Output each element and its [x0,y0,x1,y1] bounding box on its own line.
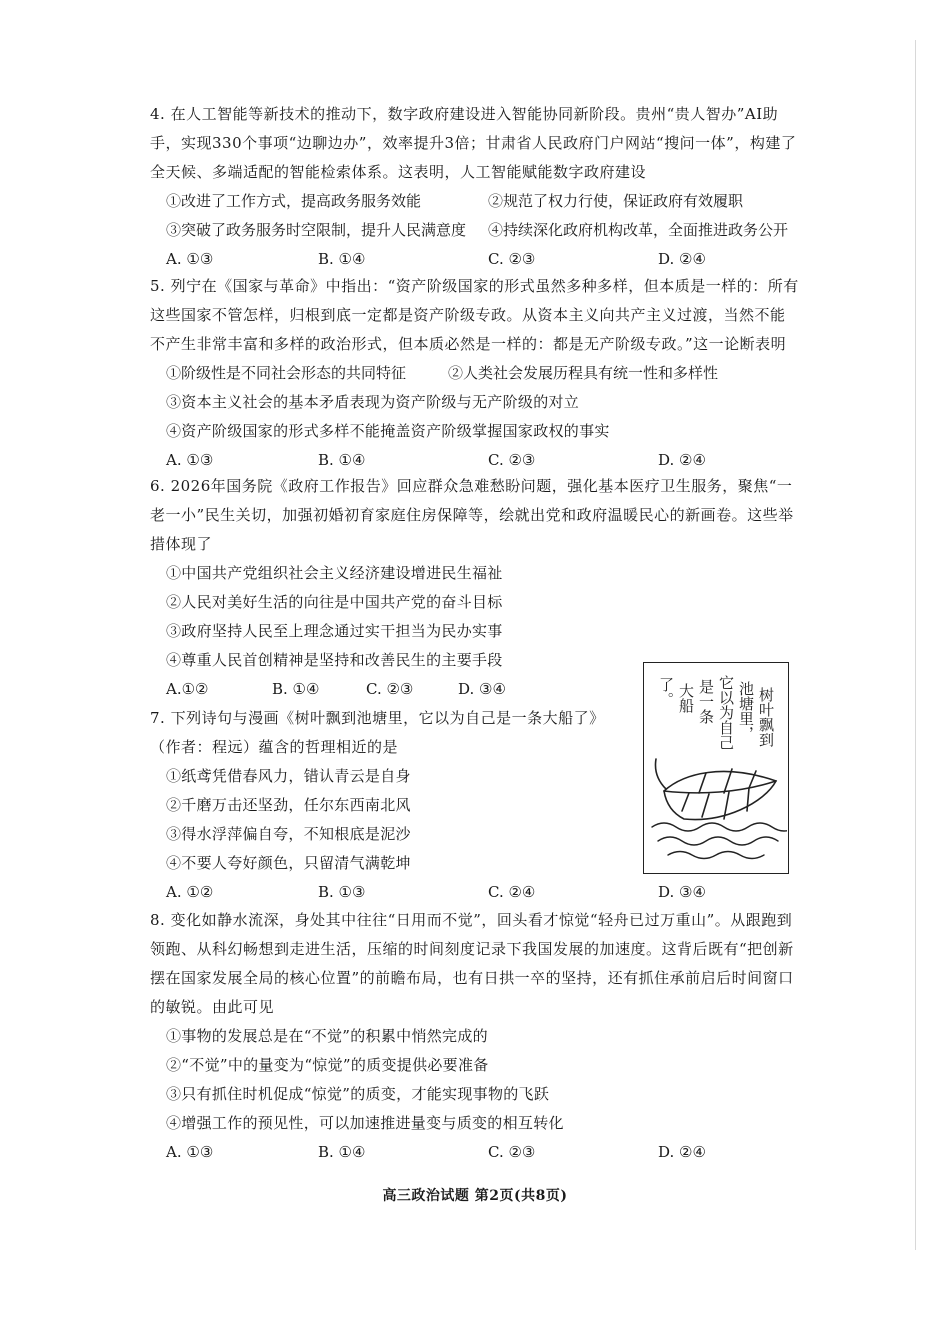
question-5-option-1: ①阶级性是不同社会形态的共同特征 [166,364,407,382]
question-7-stem: 7. 下列诗句与漫画《树叶飘到池塘里，它以为自己是一条大船了》（作者：程远）蕴含的哲理相近的是 [150,709,605,756]
cartoon-leaf-in-pond [643,662,789,874]
answer-b: B. ①③ [318,883,366,901]
answer-d: D. ②④ [658,1143,706,1161]
answer-b: B. ①④ [318,1143,366,1161]
question-5-answers [150,446,800,475]
question-7-option-4: ④不要人夸好颜色，只留清气满乾坤 [166,854,411,872]
answer-d: D. ③④ [658,883,706,901]
question-5-option-2: ②人类社会发展历程具有统一性和多样性 [448,364,719,382]
question-4-answers [150,245,800,274]
question-6-stem: 6. 2026年国务院《政府工作报告》回应群众急难愁盼问题，强化基本医疗卫生服务，聚焦“一老一小”民生关切，加强初婚初育家庭住房保障等，绘就出党和政府温暖民心的新画卷。这些举措体现了 [150,477,794,553]
answer-b: B. ①④ [318,250,366,268]
answer-d: D. ②④ [658,451,706,469]
leaf-icon [655,759,776,820]
question-8-option-1: ①事物的发展总是在“不觉”的积累中悄然完成的 [166,1027,488,1045]
question-5-options-row-1 [150,359,800,388]
question-8-option-3: ③只有抓住时机促成“惊觉”的质变，才能实现事物的飞跃 [166,1085,550,1103]
answer-a: A. ①② [166,883,214,901]
cartoon-text-col-2: 池塘里， [737,681,755,741]
question-7-option-2: ②千磨万击还坚劲，任尔东西南北风 [166,796,411,814]
question-8-option-2: ②“不觉”中的量变为“惊觉”的质变提供必要准备 [166,1056,489,1074]
cartoon-text-col-5: 大船 [677,683,695,713]
answer-c: C. ②④ [488,883,536,901]
cartoon-text-col-1: 树叶飘到 [757,687,775,747]
answer-a: A. ①③ [166,451,214,469]
question-4 [150,100,800,274]
question-8-stem: 8. 变化如静水流深，身处其中往往“日用而不觉”，回头看才惊觉“轻舟已过万重山”。从跟跑到领跑、从科幻畅想到走进生活，压缩的时间刻度记录下我国发展的加速度。这背后既有“把创新摆在国家发展全局的核心位置”的前瞻布局，也有日拱一卒的坚持，还有抓住承前启后时间窗口的敏锐。由此可见 [150,911,794,1016]
question-4-options-row-1 [150,187,800,216]
answer-c: C. ②③ [488,1143,536,1161]
question-7-answers [150,878,800,907]
answer-d: D. ②④ [658,250,706,268]
question-8-option-4: ④增强工作的预见性，可以加速推进量变与质变的相互转化 [166,1114,564,1132]
answer-c: C. ②③ [488,451,536,469]
question-6-option-1: ①中国共产党组织社会主义经济建设增进民生福祉 [166,564,503,582]
answer-a: A. ①③ [166,250,214,268]
page-edge-line [915,40,916,1250]
cartoon-text-col-6: 了。 [657,677,675,707]
cartoon-text-col-4: 是一条 [697,679,715,724]
question-5-stem: 5. 列宁在《国家与革命》中指出：“资产阶级国家的形式虽然多种多样，但本质是一样的：所有这些国家不管怎样，归根到底一定都是资产阶级专政。从资本主义向共产主义过渡，当然不能不产生非常丰富和多样的政治形式，但本质必然是一样的：都是无产阶级专政。”这一论断表明 [150,277,799,353]
answer-b: B. ①④ [318,451,366,469]
question-5-option-4: ④资产阶级国家的形式多样不能掩盖资产阶级掌握国家政权的事实 [166,422,610,440]
question-6-option-4: ④尊重人民首创精神是坚持和改善民生的主要手段 [166,651,503,669]
cartoon-drawing [644,663,787,872]
water-waves-icon [652,823,787,859]
answer-a: A. ①③ [166,1143,214,1161]
page-footer: 高三政治试题 第2页(共8页) [382,1188,568,1204]
answer-b: B. ①④ [272,680,320,698]
question-4-options-row-2 [150,216,800,245]
question-6-option-2: ②人民对美好生活的向往是中国共产党的奋斗目标 [166,593,503,611]
question-7-option-3: ③得水浮萍偏自夸，不知根底是泥沙 [166,825,411,843]
question-5-option-3: ③资本主义社会的基本矛盾表现为资产阶级与无产阶级的对立 [166,393,580,411]
question-4-option-1: ①改进了工作方式，提高政务服务效能 [166,192,422,210]
answer-d: D. ③④ [458,680,506,698]
answer-a: A.①② [166,680,209,698]
question-4-stem: 4. 在人工智能等新技术的推动下，数字政府建设进入智能协同新阶段。贵州“贵人智办”AI助手，实现330个事项“边聊边办”，效率提升3倍；甘肃省人民政府门户网站“搜问一体”，构建了全天候、多端适配的智能检索体系。这表明，人工智能赋能数字政府建设 [150,105,797,181]
question-4-option-3: ③突破了政务服务时空限制，提升人民满意度 [166,221,467,239]
question-4-option-2: ②规范了权力行使，保证政府有效履职 [488,192,744,210]
question-5 [150,272,800,475]
answer-c: C. ②③ [488,250,536,268]
question-4-option-4: ④持续深化政府机构改革，全面推进政务公开 [488,221,789,239]
cartoon-text-col-3: 它以为自己 [717,675,735,750]
question-8-answers [150,1138,800,1167]
question-8 [150,906,800,1167]
question-7-option-1: ①纸鸢凭借春风力，错认青云是自身 [166,767,411,785]
question-6-option-3: ③政府坚持人民至上理念通过实干担当为民办实事 [166,622,503,640]
answer-c: C. ②③ [366,680,414,698]
